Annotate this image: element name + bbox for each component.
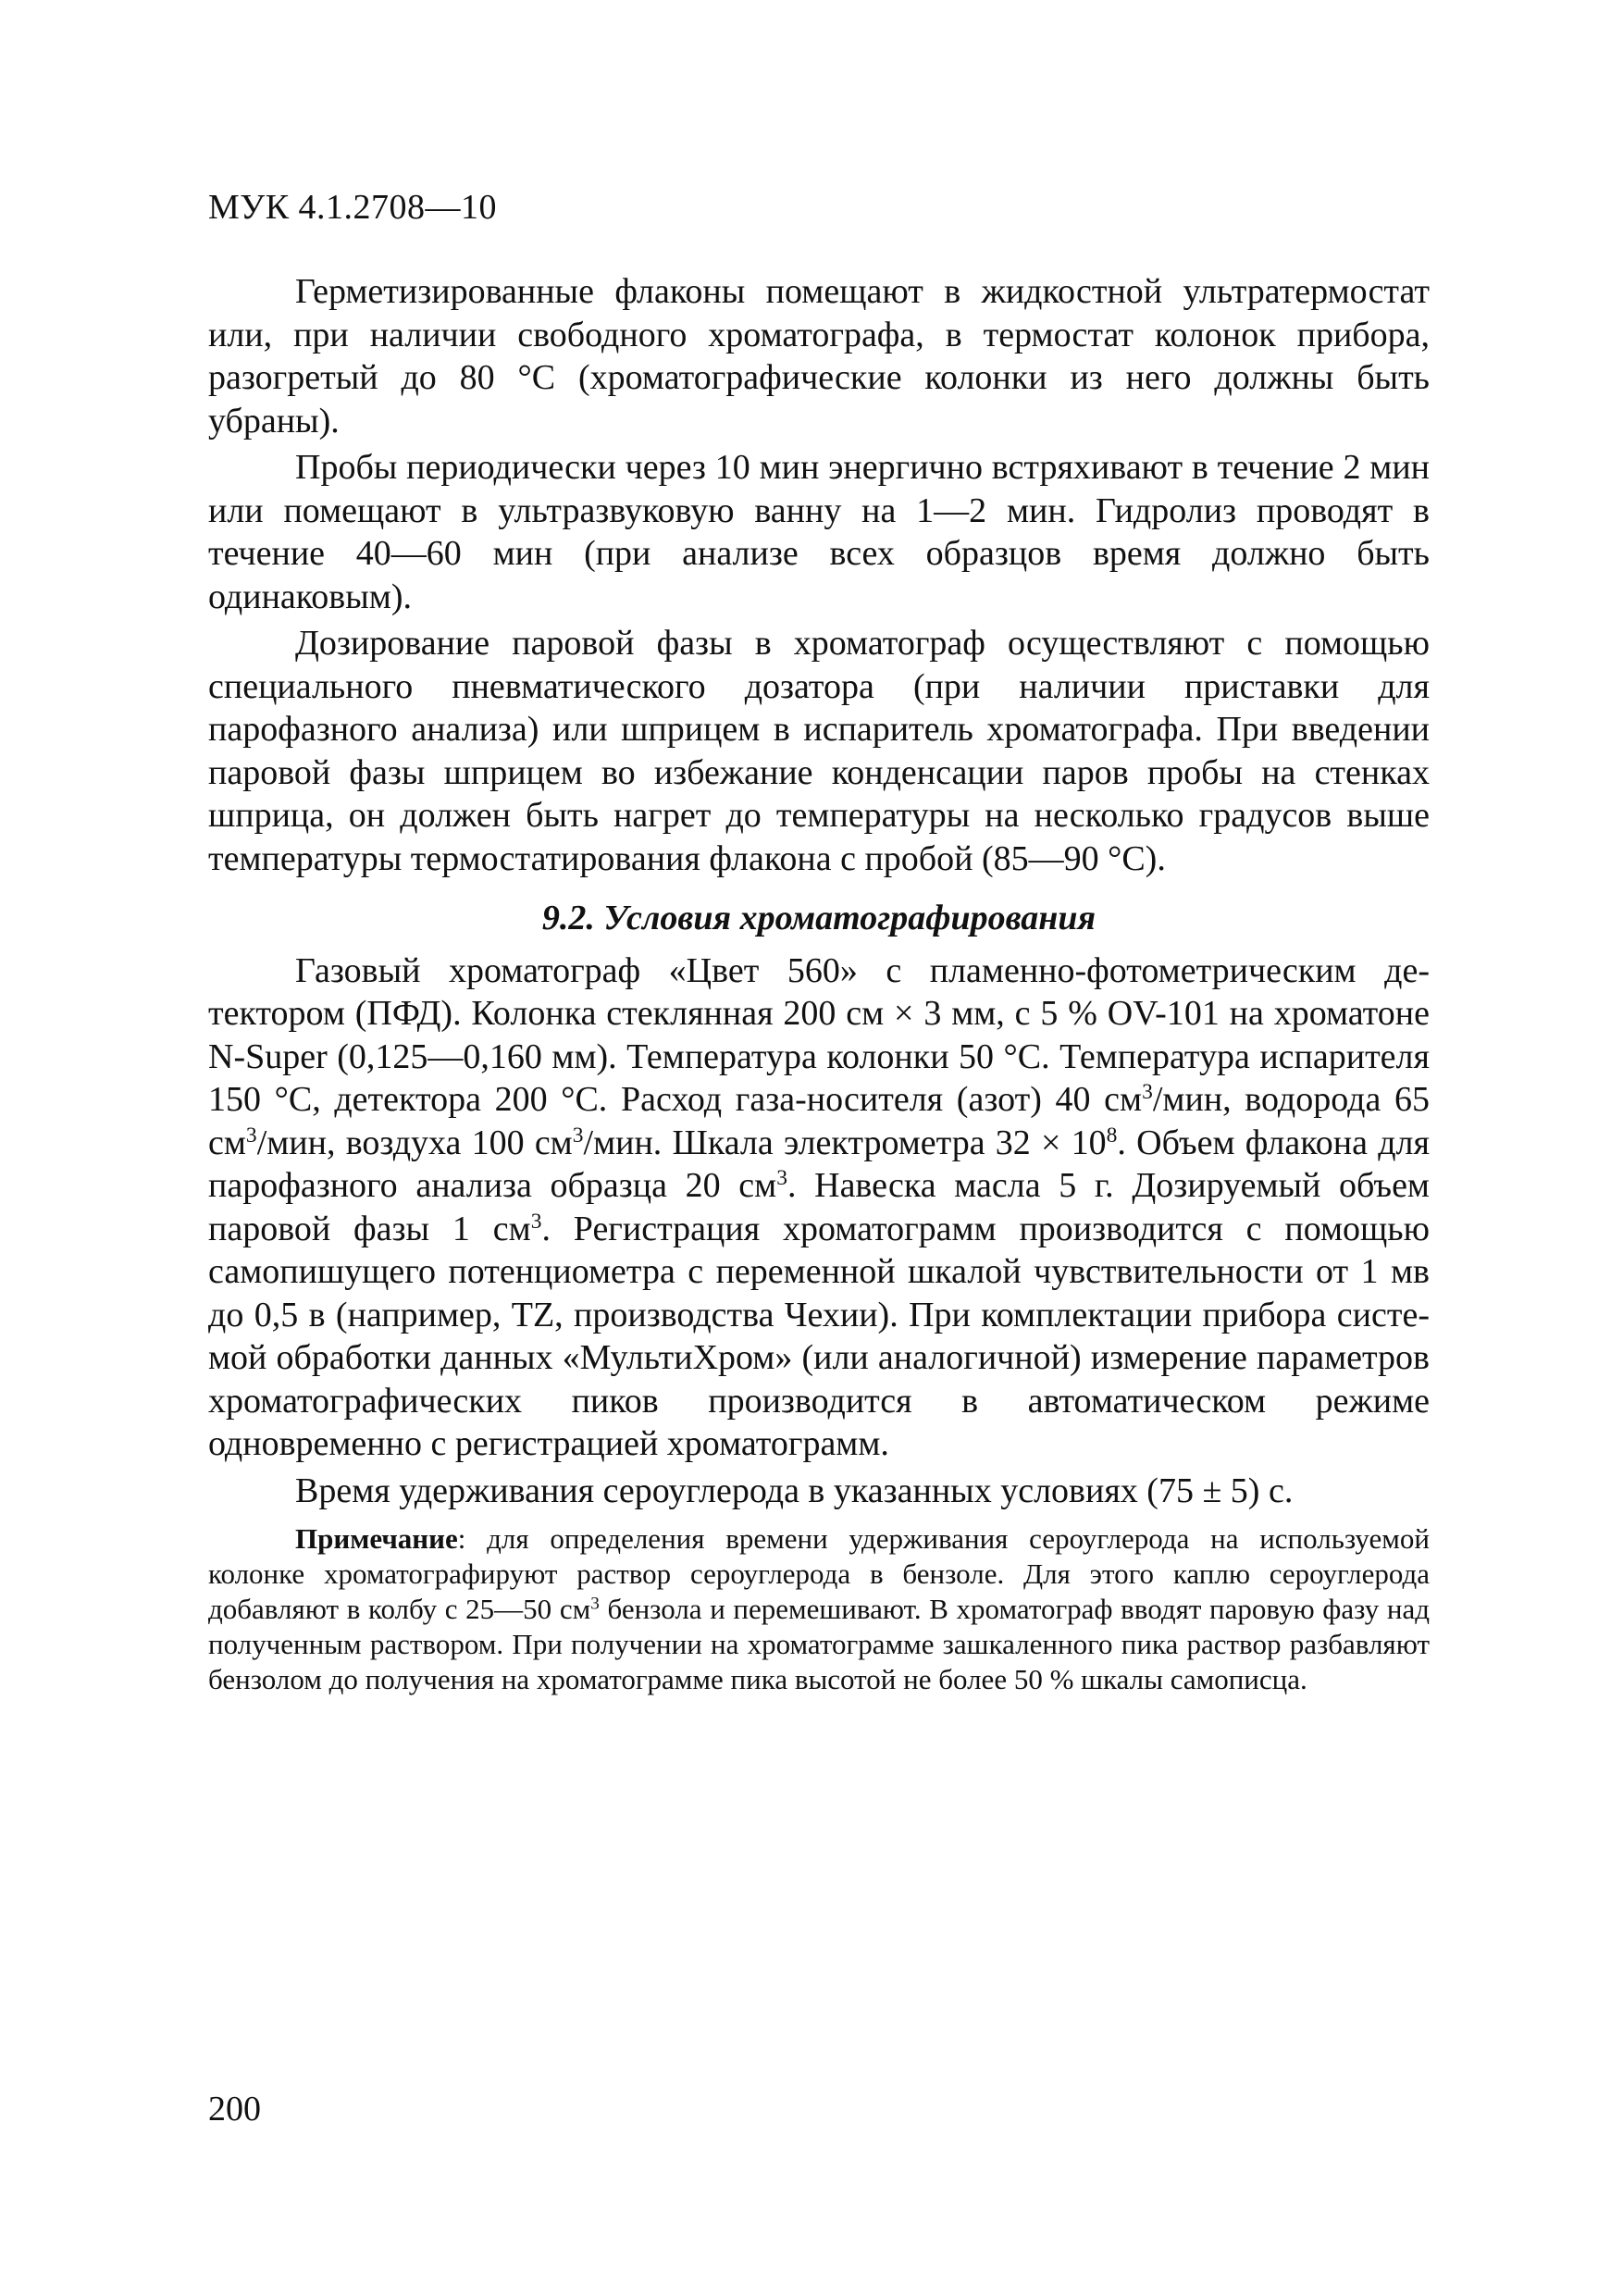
- section-heading: 9.2. Условия хроматографирования: [541, 899, 1096, 937]
- page-number: 200: [208, 2090, 261, 2128]
- superscript-cubic-3: 3: [572, 1123, 584, 1148]
- document-code-header: МУК 4.1.2708—10: [208, 188, 498, 227]
- conditions-text-7: . Регистрация хроматограмм производится с помощью самопишущего потенциометра с переменной шкалой чувствительности от 1 мв до 0,5 в (например, TZ, производства Чехии). При комплектации прибора системой обработки данных «МультиХром» (или аналогичной) измерение параметров хроматографических пиков производится в автоматическом режиме одновременно с регистрацией хроматограмм.: [208, 1209, 1430, 1463]
- conditions-text-2: /мин, водорода 65 см: [208, 1080, 1430, 1162]
- conditions-text-5: . Объем флакона для парофазного анализа образца 20 см: [208, 1123, 1430, 1205]
- note-superscript-cubic: 3: [590, 1594, 600, 1614]
- superscript-cubic-1: 3: [1142, 1080, 1153, 1105]
- conditions-text-4: /мин. Шкала электрометра 32 × 10: [583, 1123, 1107, 1162]
- note-block: [208, 1521, 1430, 1697]
- note-text-1: : для определения времени удерживания сероуглерода на используемой колонке хроматографируют раствор сероуглерода в бензоле. Для этого каплю сероуглерода добавляют в колбу с 25—50 см: [208, 1522, 1430, 1625]
- paragraph-retention-time: Время удерживания сероуглерода в указанных условиях (75 ± 5) с.: [295, 1471, 1294, 1510]
- conditions-text-3: /мин, воздуха 100 см: [256, 1123, 573, 1162]
- paragraph-sealed-vials: Герметизированные флаконы помещают в жидкостной ультратермостат или, при наличии свободного хроматографа, в термостат колонок прибора, разогретый до 80 °С (хроматографические колонки из него должны быть убраны).: [208, 272, 1430, 441]
- paragraph-vapor-dosing: Дозирование паровой фазы в хроматограф осуществляют с помощью специального пневматического дозатора (при наличии приставки для парофазного анализа) или шприцем в испаритель хроматографа. При введении паровой фазы шприцем во избежание конденсации паров пробы на стенках шприца, он должен быть нагрет до температуры на несколько градусов выше температуры термостатирования флакона с пробой (85—90 °С).: [208, 624, 1430, 878]
- document-page: [208, 185, 1430, 1697]
- paragraph-shaking-hydrolysis: Пробы периодически через 10 мин энергично встряхивают в течение 2 мин или помещают в ультразвуковую ванну на 1—2 мин. Гидролиз проводят в течение 40—60 мин (при анализе всех образцов время должно быть одинаковым).: [208, 448, 1430, 616]
- conditions-text-6: . Навеска масла 5 г. Дозируемый объем паровой фазы 1 см: [208, 1166, 1430, 1248]
- superscript-exponent: 8: [1106, 1123, 1118, 1148]
- paragraph-chromatography-conditions: [208, 949, 1430, 1466]
- conditions-text-1: Газовый хроматограф «Цвет 560» с пламенно-фотометрическим детектором (ПФД). Колонка стеклянная 200 см × 3 мм, с 5 % OV-101 на хроматоне N-Super (0,125—0,160 мм). Температура колонки 50 °С. Температура испарителя 150 °С, детектора 200 °С. Расход газа-носителя (азот) 40 см: [208, 950, 1430, 1119]
- note-text-2: бензола и перемешивают. В хроматограф вводят паровую фазу над полученным раствором. При получении на хроматограмме зашкаленного пика раствор разбавляют бензолом до получения на хроматограмме пика высотой не более 50 % шкалы самописца.: [208, 1593, 1430, 1695]
- superscript-cubic-4: 3: [776, 1166, 787, 1191]
- superscript-cubic-2: 3: [245, 1123, 257, 1148]
- note-label: Примечание: [295, 1522, 458, 1555]
- superscript-cubic-5: 3: [530, 1209, 542, 1234]
